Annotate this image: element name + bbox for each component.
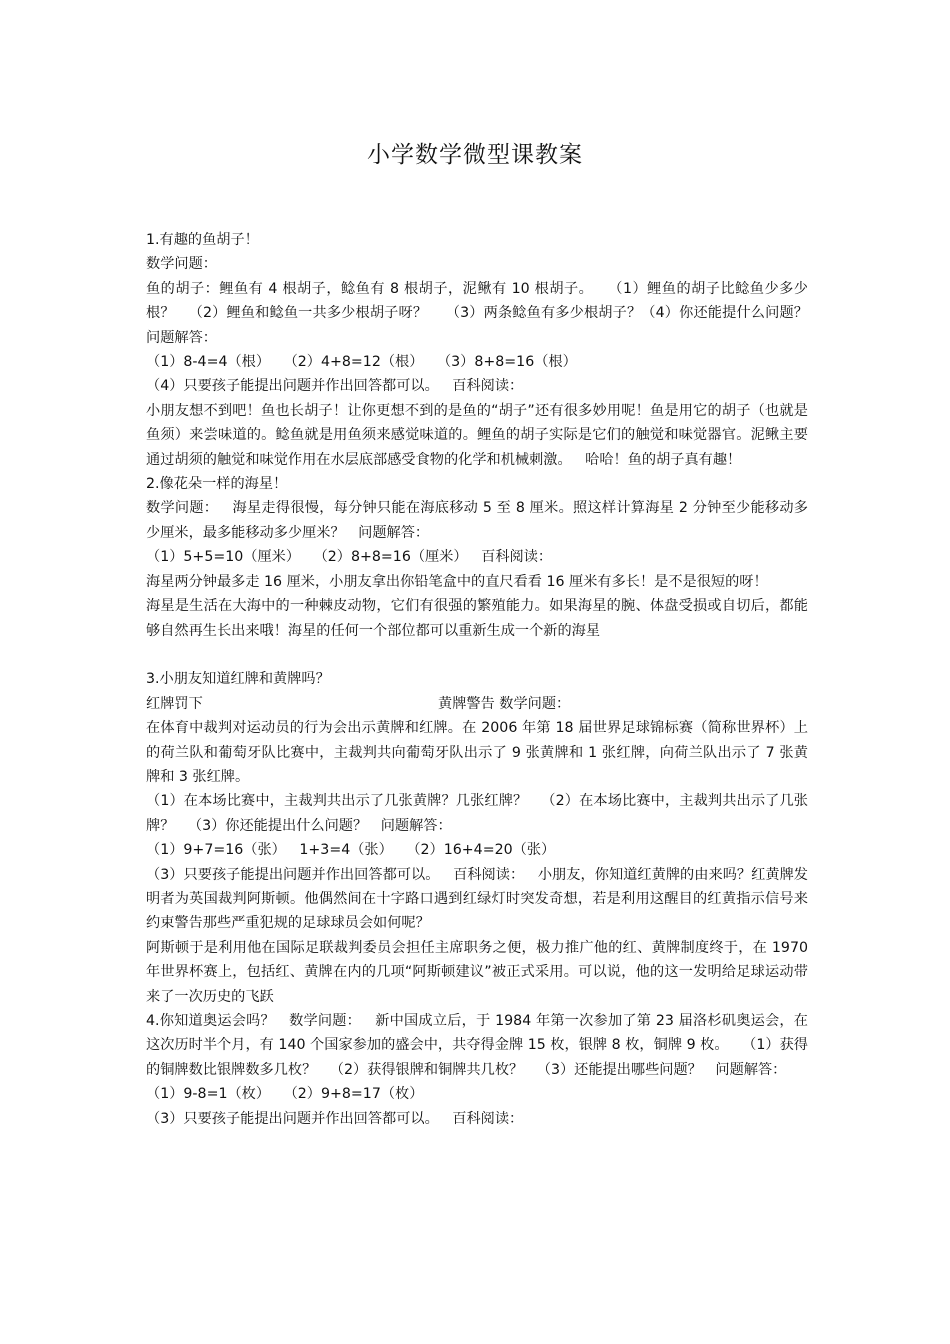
red-card-label: 红牌罚下 <box>146 695 203 712</box>
section-heading: 2.像花朵一样的海星！ <box>146 476 288 493</box>
paragraph: （1）9-8=1（枚） （2）9+8=17（枚） <box>146 1086 424 1103</box>
paragraph: 数学问题： <box>146 256 217 273</box>
blank-line <box>146 643 808 667</box>
paragraph: （1）在本场比赛中，主裁判共出示了几张黄牌？几张红牌？ （2）在本场比赛中，主裁判共出示了几张牌？ （3）你还能提出什么问题？ 问题解答： <box>146 793 808 834</box>
section-heading: 4.你知道奥运会吗？ 数学问题： 新中国成立后，于 1984 年第一次参加了第 23 届洛杉矶奥运会，在这次历时半个月，有 140 个国家参加的盛会中，共夺得金牌 15 枚，银牌 8 枚，铜牌 9 枚。 （1）获得的铜牌数比银牌数多几枚？ （2）获得银牌和铜牌共几枚？ （3）还能提出哪些问题？ 问题解答： <box>146 1012 808 1078</box>
paragraph: （1）8-4=4（根） （2）4+8=12（根） （3）8+8=16（根） <box>146 354 577 371</box>
paragraph: （3）只要孩子能提出问题并作出回答都可以。 百科阅读： 小朋友，你知道红黄牌的由来吗？红黄牌发明者为英国裁判阿斯顿。他偶然间在十字路口遇到红绿灯时突发奇想，若是利用这醒目的红黄指示信号来约束警告那些严重犯规的足球球员会如何呢？ <box>146 866 808 932</box>
paragraph: 小朋友想不到吧！鱼也长胡子！让你更想不到的是鱼的“胡子”还有很多妙用呢！鱼是用它的胡子（也就是鱼须）来尝味道的。鲶鱼就是用鱼须来感觉味道的。鲤鱼的胡子实际是它们的触觉和味觉器官。泥鳅主要通过胡须的触觉和味觉作用在水层底部感受食物的化学和机械刺激。 哈哈！鱼的胡子真有趣！ <box>146 402 808 468</box>
paragraph: 海星两分钟最多走 16 厘米，小朋友拿出你铅笔盒中的直尺看看 16 厘米有多长！是不是很短的呀！ <box>146 573 768 590</box>
paragraph: 鱼的胡子：鲤鱼有 4 根胡子，鲶鱼有 8 根胡子，泥鳅有 10 根胡子。 （1）鲤鱼的胡子比鲶鱼少多少根？ （2）鲤鱼和鲶鱼一共多少根胡子呀？ （3）两条鲶鱼有多少根胡子？（4）你还能提什么问题？ 问题解答： <box>146 280 822 346</box>
page-title: 小学数学微型课教案 <box>367 142 583 168</box>
paragraph: （4）只要孩子能提出问题并作出回答都可以。 百科阅读： <box>146 378 524 395</box>
section-heading: 1.有趣的鱼胡子！ <box>146 232 259 248</box>
yellow-card-label: 黄牌警告 数学问题： <box>438 695 571 712</box>
paragraph: （3）只要孩子能提出问题并作出回答都可以。 百科阅读： <box>146 1110 524 1127</box>
paragraph: 海星是生活在大海中的一种棘皮动物，它们有很强的繁殖能力。如果海星的腕、体盘受损或自切后，都能够自然再生长出来哦！海星的任何一个部位都可以重新生成一个新的海星 <box>146 598 808 639</box>
paragraph: （1）5+5=10（厘米） （2）8+8=16（厘米） 百科阅读： <box>146 549 553 566</box>
document-body <box>146 228 822 1131</box>
card-line <box>146 692 808 716</box>
paragraph: 在体育中裁判对运动员的行为会出示黄牌和红牌。在 2006 年第 18 届世界足球锦标赛（简称世界杯）上的荷兰队和葡萄牙队比赛中，主裁判共向葡萄牙队出示了 9 张黄牌和 1 张红牌，向荷兰队出示了 7 张黄牌和 3 张红牌。 <box>146 720 808 785</box>
paragraph: 阿斯顿于是利用他在国际足联裁判委员会担任主席职务之便，极力推广他的红、黄牌制度终于，在 1970 年世界杯赛上，包括红、黄牌在内的几项“阿斯顿建议”被正式采用。可以说，他的这一发明给足球运动带来了一次历史的飞跃 <box>146 939 813 1005</box>
paragraph: （1）9+7=16（张） 1+3=4（张） （2）16+4=20（张） <box>146 842 556 859</box>
paragraph: 数学问题： 海星走得很慢，每分钟只能在海底移动 5 至 8 厘米。照这样计算海星 2 分钟至少能移动多少厘米，最多能移动多少厘米？ 问题解答： <box>146 500 808 541</box>
section-heading: 3.小朋友知道红牌和黄牌吗？ <box>146 671 330 688</box>
